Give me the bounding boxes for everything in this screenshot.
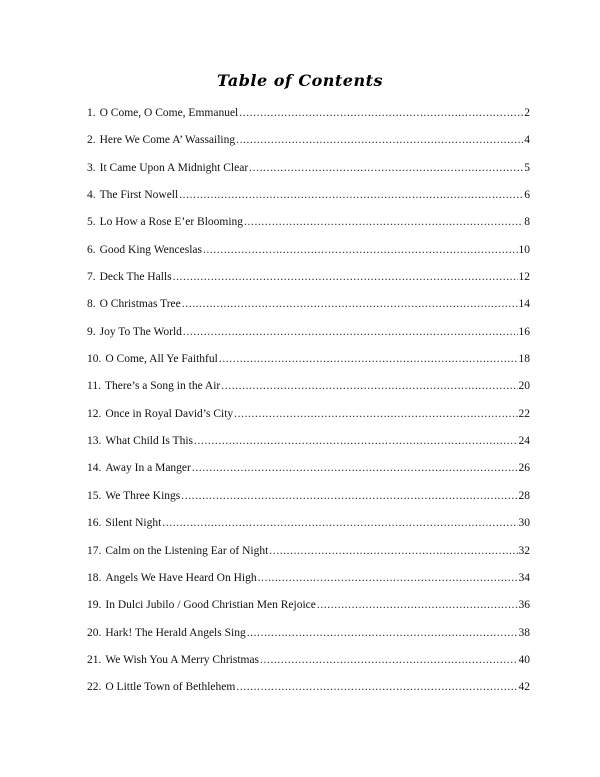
page-number: 32 <box>518 544 530 557</box>
entry-number: 9. <box>87 325 96 338</box>
song-title: The First Nowell <box>99 189 179 202</box>
song-title: Away In a Manger <box>105 462 191 475</box>
page-title: Table of Contents <box>216 71 384 90</box>
toc-entry <box>87 674 530 701</box>
toc-entry <box>87 209 530 236</box>
entry-number: 1. <box>87 107 96 119</box>
toc-entry <box>87 455 530 482</box>
page-number: 26 <box>518 462 530 475</box>
dot-leader <box>236 674 517 701</box>
toc-entry <box>87 592 530 619</box>
dot-leader <box>182 291 518 318</box>
dot-leader <box>219 346 518 373</box>
entry-number: 2. <box>87 134 96 147</box>
toc-entry <box>87 155 530 182</box>
dot-leader <box>179 182 523 209</box>
dot-leader <box>192 455 518 482</box>
page-number: 12 <box>518 271 530 284</box>
page-number: 24 <box>518 435 530 448</box>
toc-entry <box>87 428 530 455</box>
page-number: 34 <box>518 571 530 584</box>
dot-leader <box>183 319 518 346</box>
entry-number: 3. <box>87 161 96 174</box>
entry-number: 16. <box>87 517 102 530</box>
dot-leader <box>249 155 523 182</box>
dot-leader <box>244 209 523 236</box>
song-title: Lo How a Rose E’er Blooming <box>99 216 244 229</box>
dot-leader <box>247 620 518 647</box>
toc-entry <box>87 510 530 537</box>
toc-entry <box>87 264 530 291</box>
entry-number: 17. <box>87 544 102 557</box>
dot-leader <box>269 538 517 565</box>
entry-number: 4. <box>87 189 96 202</box>
song-title: Deck The Halls <box>99 271 172 284</box>
entry-number: 12. <box>87 407 102 420</box>
song-title: Here We Come A’ Wassailing <box>99 134 236 147</box>
song-title: Calm on the Listening Ear of Night <box>105 544 269 557</box>
dot-leader <box>239 100 523 127</box>
entry-number: 8. <box>87 298 96 311</box>
dot-leader <box>194 428 517 455</box>
song-title: There’s a Song in the Air <box>104 380 221 393</box>
dot-leader <box>162 510 517 537</box>
page-number: 10 <box>518 243 530 256</box>
entry-number: 6. <box>87 243 96 256</box>
entry-number: 20. <box>87 626 102 639</box>
entry-number: 18. <box>87 571 102 584</box>
toc-entry <box>87 373 530 400</box>
song-title: Hark! The Herald Angels Sing <box>105 626 246 639</box>
entry-number: 5. <box>87 216 96 229</box>
song-title: Joy To The World <box>99 325 182 338</box>
toc-entry <box>87 620 530 647</box>
toc-entry <box>87 647 530 674</box>
page-number: 22 <box>518 407 530 420</box>
song-title: It Came Upon A Midnight Clear <box>99 161 249 174</box>
toc-entry <box>87 401 530 428</box>
song-title: In Dulci Jubilo / Good Christian Men Rejoice <box>105 599 316 612</box>
song-title: Silent Night <box>105 517 162 530</box>
dot-leader <box>236 127 523 154</box>
toc-entry <box>87 319 530 346</box>
dot-leader <box>317 592 518 619</box>
song-title: O Little Town of Bethlehem <box>105 681 236 694</box>
page-number: 6 <box>524 189 530 202</box>
page-number: 40 <box>518 653 530 666</box>
dot-leader <box>221 373 517 400</box>
toc-entry <box>87 127 530 154</box>
toc-entry <box>87 237 530 264</box>
entry-number: 22. <box>87 681 102 694</box>
page-number: 5 <box>524 161 530 174</box>
dot-leader <box>203 237 518 264</box>
toc-entry <box>87 565 530 592</box>
song-title: We Three Kings <box>105 489 181 502</box>
page-number: 8 <box>524 216 530 229</box>
entry-number: 10. <box>87 353 102 366</box>
song-title: What Child Is This <box>105 435 194 448</box>
song-title: We Wish You A Merry Christmas <box>105 653 260 666</box>
entry-number: 11. <box>87 380 101 393</box>
toc-entry <box>87 291 530 318</box>
page-number: 4 <box>524 134 530 147</box>
page-number: 2 <box>524 107 530 119</box>
toc-entry <box>87 100 530 127</box>
song-title: Good King Wenceslas <box>99 243 202 256</box>
song-title: O Christmas Tree <box>99 298 181 311</box>
entry-number: 13. <box>87 435 102 448</box>
toc-entry <box>87 182 530 209</box>
dot-leader <box>258 565 518 592</box>
page-number: 16 <box>518 325 530 338</box>
page-number: 20 <box>518 380 530 393</box>
dot-leader <box>181 483 517 510</box>
entry-number: 19. <box>87 599 102 612</box>
song-title: Once in Royal David’s City <box>105 407 234 420</box>
song-title: O Come, All Ye Faithful <box>105 353 218 366</box>
dot-leader <box>234 401 517 428</box>
entry-number: 14. <box>87 462 102 475</box>
page-number: 42 <box>518 681 530 694</box>
song-title: O Come, O Come, Emmanuel <box>99 107 239 119</box>
entry-number: 15. <box>87 489 102 502</box>
page-number: 36 <box>518 599 530 612</box>
toc-entry <box>87 538 530 565</box>
song-title: Angels We Have Heard On High <box>105 571 257 584</box>
toc-entry <box>87 483 530 510</box>
entry-number: 7. <box>87 271 96 284</box>
page-number: 28 <box>518 489 530 502</box>
page-number: 30 <box>518 517 530 530</box>
entry-number: 21. <box>87 653 102 666</box>
table-of-contents <box>87 100 530 702</box>
page-number: 14 <box>518 298 530 311</box>
dot-leader <box>173 264 518 291</box>
dot-leader <box>260 647 517 674</box>
page-number: 38 <box>518 626 530 639</box>
toc-entry <box>87 346 530 373</box>
page-number: 18 <box>518 353 530 366</box>
